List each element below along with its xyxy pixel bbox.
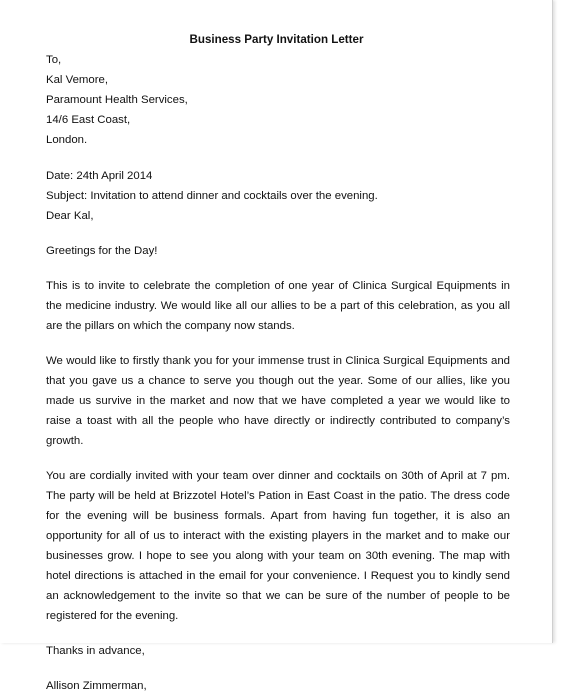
letter-salutation: Dear Kal,	[46, 210, 94, 222]
letter-date: Date: 24th April 2014	[46, 170, 153, 182]
address-line: 14/6 East Coast,	[46, 114, 131, 126]
address-line: Kal Vemore,	[46, 74, 109, 86]
letter-paragraph-3: You are cordially invited with your team over dinner and cocktails on 30th of April at 7 pm. The party will be held at Brizzotel Hotel’s Pation in East Coast in the patio. The dress code for the evening will be business formals. Apart from having fun together, it is also an opportunity for all of us to interact with the existing players in the market and to make our businesses grow. I hope to see you along with your team on 30th evening. The map with hotel directions is attached in the email for your convenience. I Request you to kindly send an acknowledgement to the invite so that we can be sure of the number of people to be registered for the evening.	[46, 470, 510, 622]
letter-body	[46, 50, 510, 696]
letter-subject: Subject: Invitation to attend dinner and cocktails over the evening.	[46, 190, 378, 202]
letter-greeting: Greetings for the Day!	[46, 245, 158, 257]
letter-signature: Allison Zimmerman,	[46, 680, 147, 692]
letter-closing: Thanks in advance,	[46, 645, 145, 657]
address-line: Paramount Health Services,	[46, 94, 188, 106]
letter-paragraph-2: We would like to firstly thank you for your immense trust in Clinica Surgical Equipments and that you gave us a chance to serve you though out the year. Some of our allies, like you made us survive in the market and now that we have completed a year we would like to raise a toast with all the people who have directly or indirectly contributed to company’s growth.	[46, 355, 510, 447]
recipient-address	[46, 50, 510, 150]
letter-paragraph-1: This is to invite to celebrate the completion of one year of Clinica Surgical Equipments in the medicine industry. We would like all our allies to be a part of this celebration, as you all are the pillars on which the company now stands.	[46, 280, 510, 332]
address-line: To,	[46, 54, 62, 66]
address-line: London.	[46, 134, 88, 146]
letter-title: Business Party Invitation Letter	[189, 33, 364, 46]
